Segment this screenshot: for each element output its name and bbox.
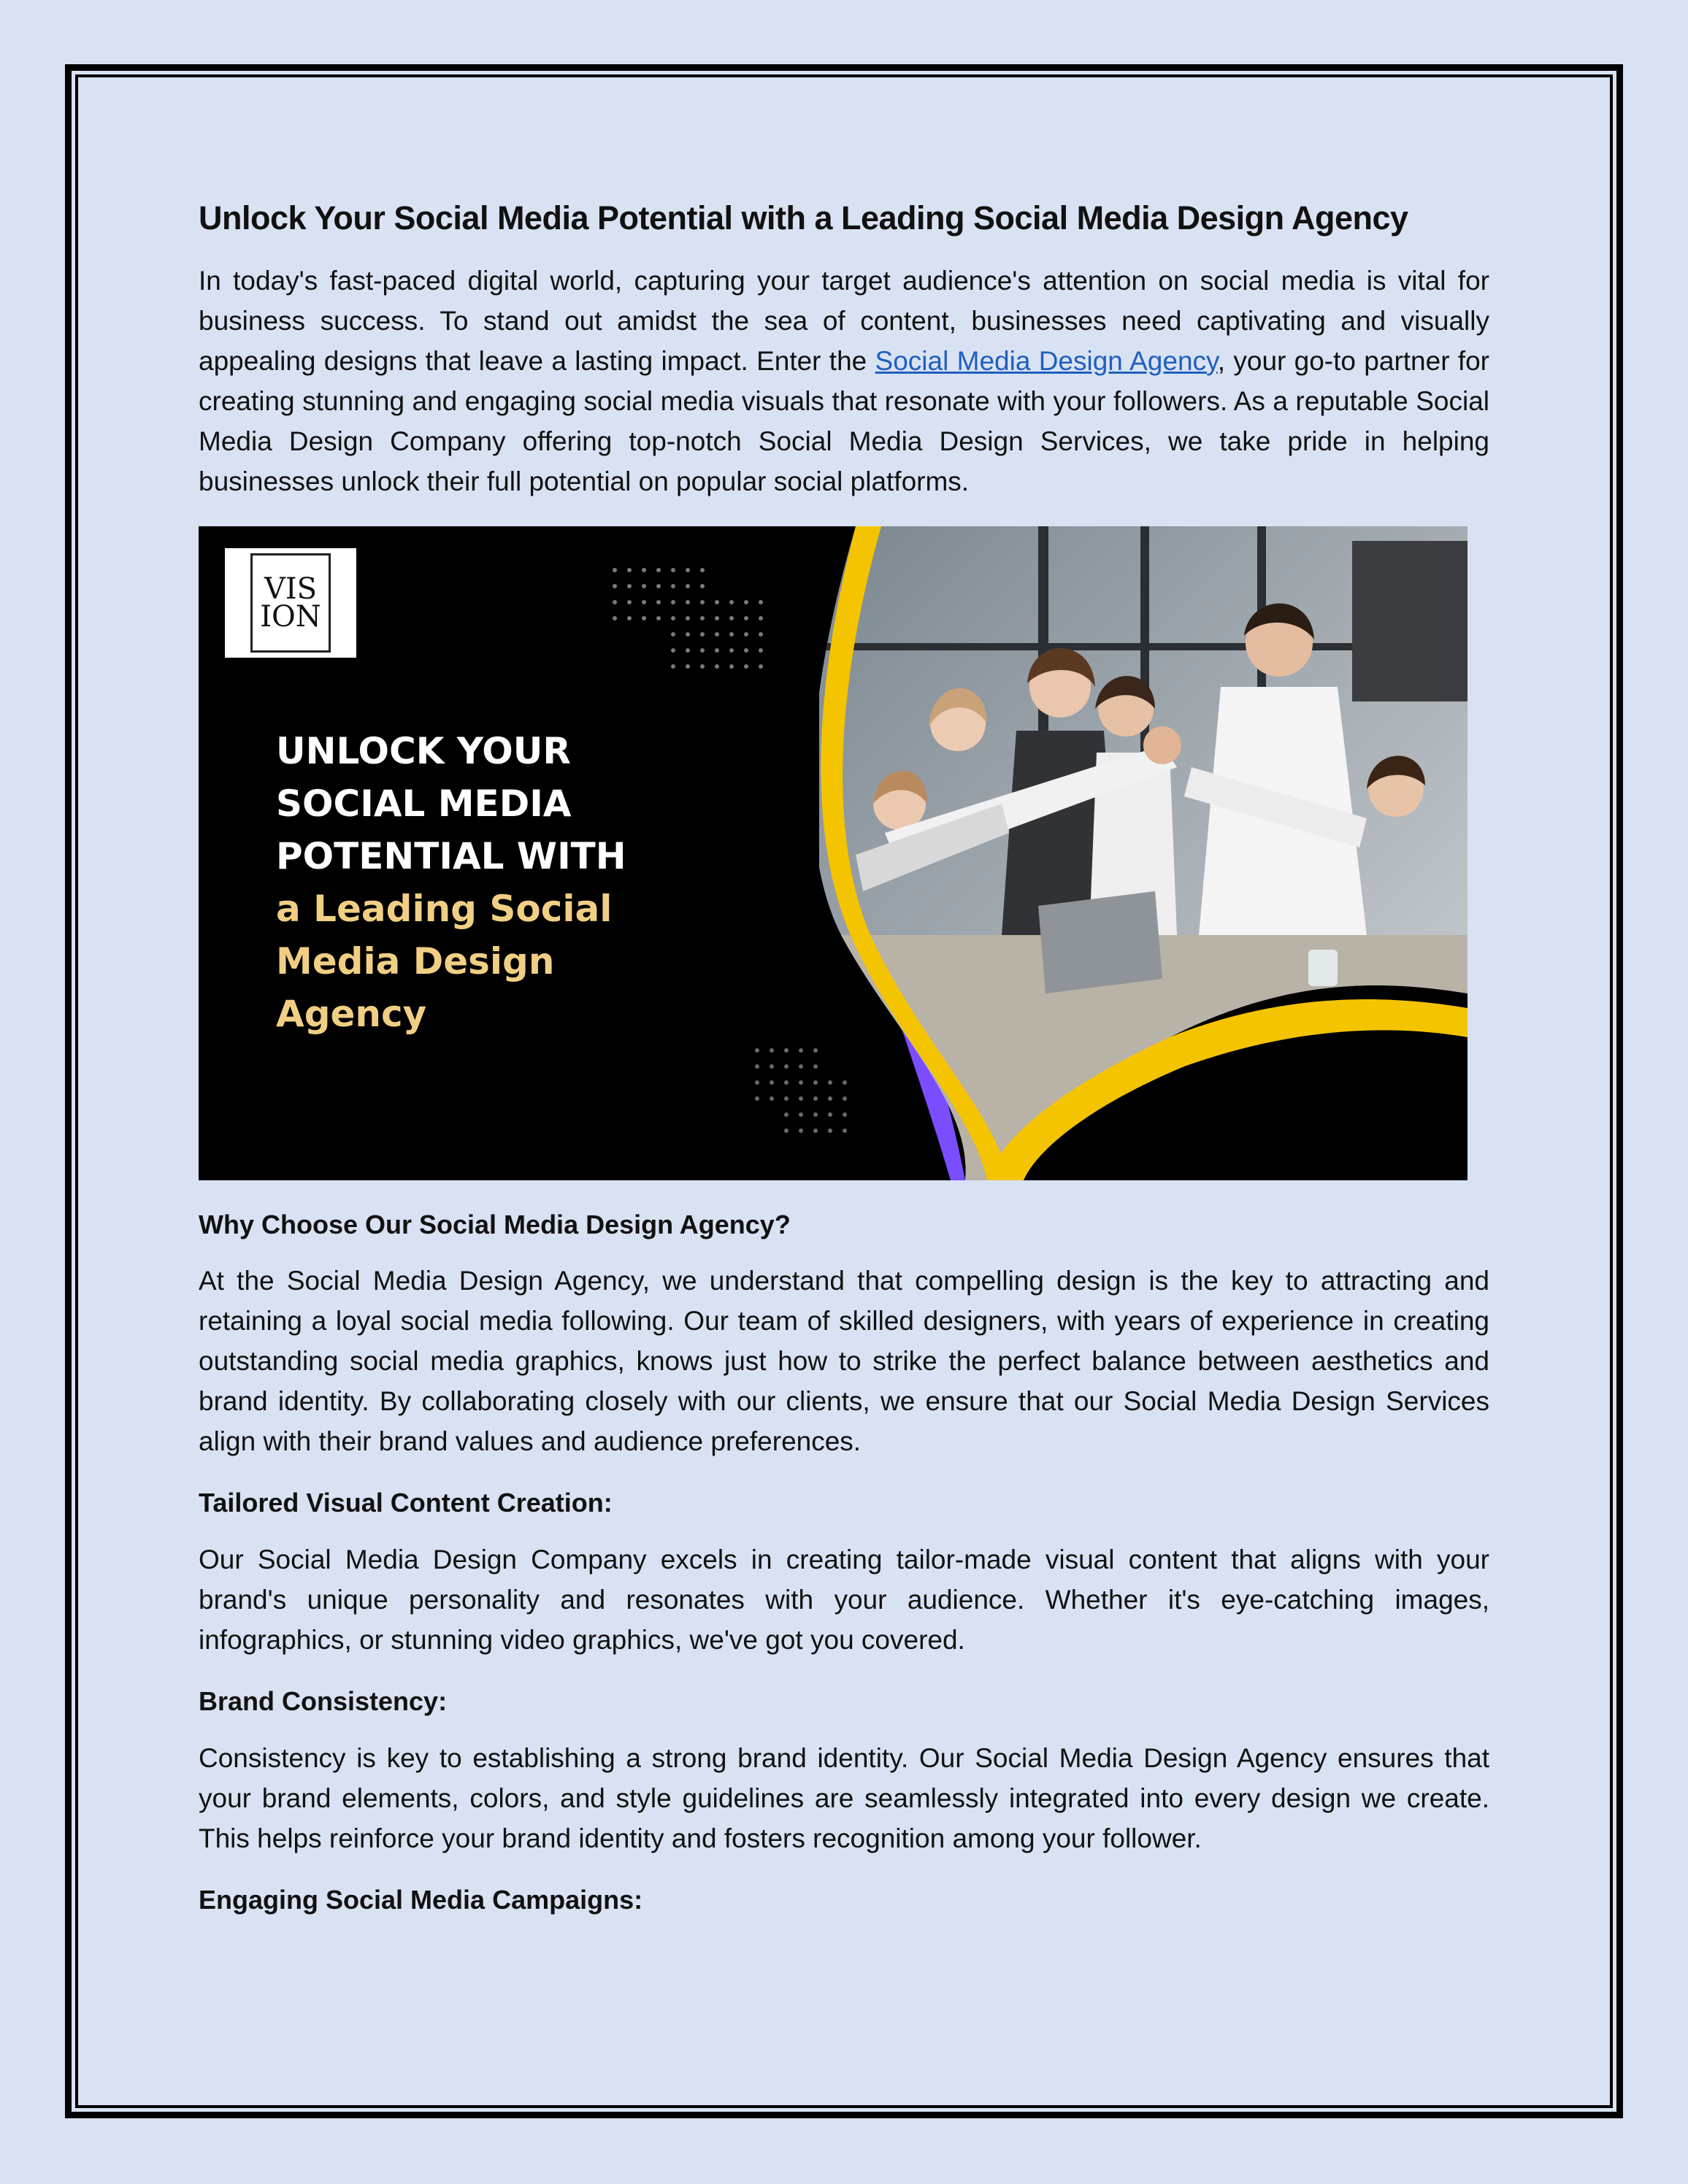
section-title-engaging-campaigns: Engaging Social Media Campaigns: xyxy=(199,1884,643,1915)
section-body-why-choose: At the Social Media Design Agency, we understand that compelling design is the key to attracting and retaining a loyal social media following. Our team of skilled designers, with years of experience in creating outstanding social media graphics, knows just how to strike the perfect balance between aesthetics and brand identity. By collaborating closely with our clients, we ensure that our Social Media Design Services align with their brand values and audience preferences. xyxy=(199,1266,1489,1457)
section-body-tailored-content: Our Social Media Design Company excels in creating tailor-made visual content that aligns with your brand's unique personality and resonates with your audience. Whether it's eye-catching images, infographics, or stunning video graphics, we've got you covered. xyxy=(199,1545,1489,1656)
section-title-why-choose: Why Choose Our Social Media Design Agency? xyxy=(199,1209,791,1239)
intro-text-before: In today's fast-paced digital world, capturing your target audience's attention on social media is vital for business success. To stand out amidst the sea of content, businesses need captivating and visually appealing designs that leave a lasting impact. Enter the xyxy=(199,265,1489,376)
banner-line-5: Media Design xyxy=(276,939,555,983)
page-title: Unlock Your Social Media Potential with a Leading Social Media Design Agency xyxy=(199,199,1408,237)
vision-logo xyxy=(225,548,356,658)
banner-line-3: POTENTIAL WITH xyxy=(276,834,626,877)
banner-headline xyxy=(276,725,626,1040)
banner-line-2: SOCIAL MEDIA xyxy=(276,782,572,825)
section-title-tailored-content: Tailored Visual Content Creation: xyxy=(199,1488,613,1518)
banner-line-6: Agency xyxy=(276,992,427,1035)
section-title-brand-consistency: Brand Consistency: xyxy=(199,1686,448,1717)
vision-logo-mark xyxy=(250,553,331,653)
banner-line-1: UNLOCK YOUR xyxy=(276,729,571,772)
document-content xyxy=(199,197,1489,1937)
banner-line-4: a Leading Social xyxy=(276,887,613,930)
intro-paragraph xyxy=(199,261,1489,501)
banner-image xyxy=(199,526,1468,1180)
section-body-brand-consistency: Consistency is key to establishing a strong brand identity. Our Social Media Design Agency ensures that your brand elements, colors, and style guidelines are seamlessly integrated into every design we create. This helps reinforce your brand identity and fosters recognition among your follower. xyxy=(199,1742,1489,1853)
agency-link[interactable]: Social Media Design Agency xyxy=(875,345,1218,376)
logo-line1: VIS xyxy=(264,572,318,606)
intro-text-after: , your go-to partner for creating stunning and engaging social media visuals that resonate with your followers. As a reputable Social Media Design Company offering top-notch Social Media Design Services, we take pride in helping businesses unlock their full potential on popular social platforms. xyxy=(199,345,1489,496)
logo-line2: ION xyxy=(260,599,321,634)
